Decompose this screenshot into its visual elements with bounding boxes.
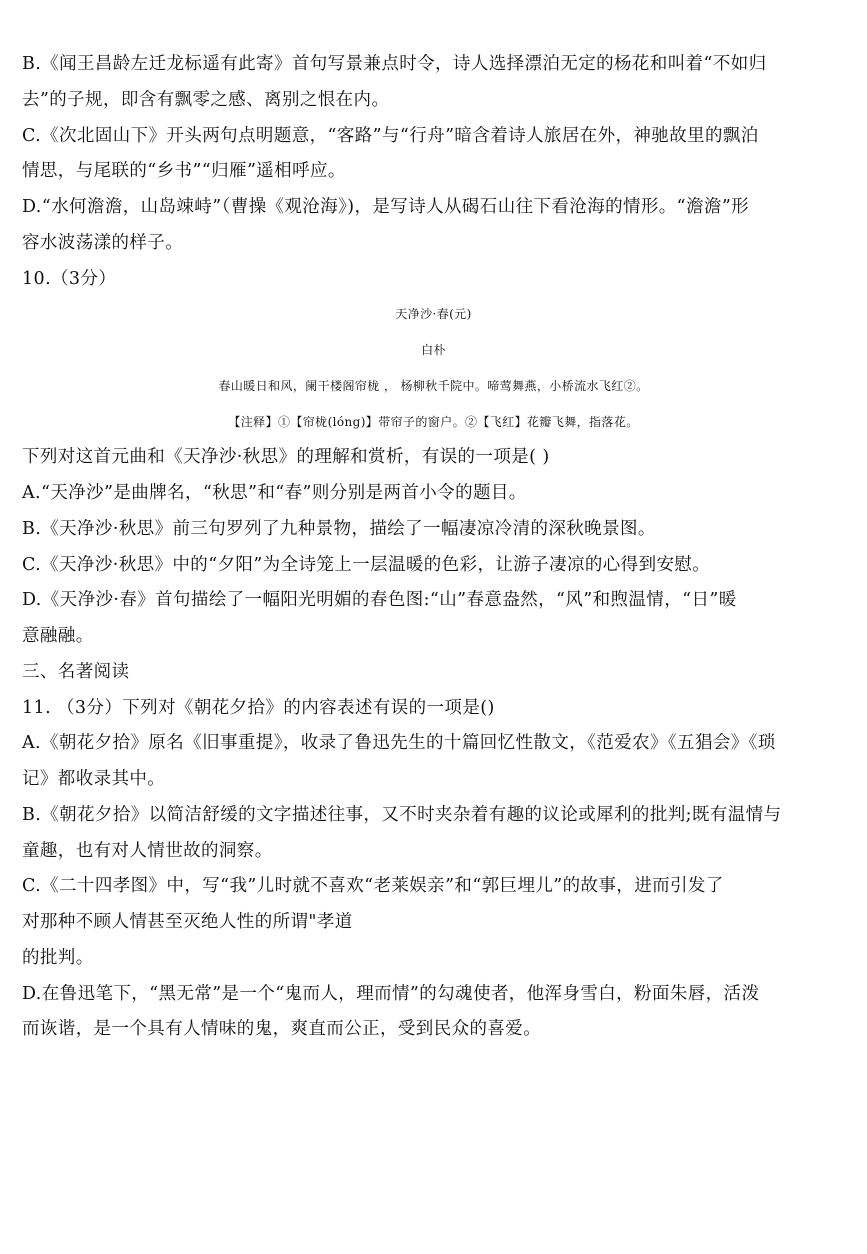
option-c-line-1: C.《次北固山下》开头两句点明题意，“客路”与“行舟”暗含着诗人旅居在外，神驰故里的飘泊 xyxy=(22,126,759,146)
q11-option-a-line-1: A.《朝花夕拾》原名《旧事重提》，收录了鲁迅先生的十篇回忆性散文，《范爱农》《五猖会》《琐 xyxy=(22,733,776,753)
q10-option-c: C.《天净沙·秋思》中的“夕阳”为全诗笼上一层温暖的色彩，让游子凄凉的心得到安慰。 xyxy=(22,555,711,575)
question-10-heading: 10.（3分） xyxy=(22,269,117,289)
option-d-line-2: 容水波荡漾的样子。 xyxy=(22,233,184,253)
question-10-stem: 下列对这首元曲和《天净沙·秋思》的理解和赏析，有误的一项是( ) xyxy=(22,447,550,467)
q10-option-b: B.《天净沙·秋思》前三句罗列了九种景物，描绘了一幅凄凉冷清的深秋晚景图。 xyxy=(22,519,656,539)
q11-option-c-line-3: 的批判。 xyxy=(22,948,94,968)
q11-option-d-line-2: 而诙谐，是一个具有人情味的鬼，爽直而公正，受到民众的喜爱。 xyxy=(22,1019,542,1039)
poem-title: 天净沙·春(元) xyxy=(395,307,472,321)
q10-option-d-line-2: 意融融。 xyxy=(22,626,94,646)
q11-option-a-line-2: 记》都收录其中。 xyxy=(22,769,166,789)
q11-option-b-line-2: 童趣，也有对人情世故的洞察。 xyxy=(22,841,273,861)
option-b-line-2: 去”的子规，即含有飘零之感、离别之恨在内。 xyxy=(22,90,390,110)
section-3-heading: 三、名著阅读 xyxy=(22,662,130,682)
option-d-line-1: D.“水何澹澹，山岛竦峙”（曹操《观沧海》)，是写诗人从碣石山往下看沧海的情形。“澹澹”形 xyxy=(22,197,750,217)
option-c-line-2: 情思，与尾联的“乡书”“归雁”遥相呼应。 xyxy=(22,161,346,181)
q10-option-a: A.“天净沙”是曲牌名，“秋思”和“春”则分别是两首小令的题目。 xyxy=(22,483,527,503)
q11-option-c-line-2: 对那种不顾人情甚至灭绝人性的所谓"孝道 xyxy=(22,912,353,932)
option-b-line-1: B.《闻王昌龄左迁龙标遥有此寄》首句写景兼点时令，诗人选择漂泊无定的杨花和叫着“不如归 xyxy=(22,54,767,74)
poem-text: 春山暖日和风，阑干楼阁帘栊 ， 杨柳秋千院中。啼莺舞燕，小桥流水飞红②。 xyxy=(218,379,649,393)
q11-option-b-line-1: B.《朝花夕拾》以简洁舒缓的文字描述往事，又不时夹杂着有趣的议论或犀利的批判;既有温情与 xyxy=(22,805,782,825)
poem-notes: 【注释】①【帘栊(lóng)】带帘子的窗户。②【飞红】花瓣飞舞，指落花。 xyxy=(228,415,639,429)
q11-option-c-line-1: C.《二十四孝图》中，写“我”儿时就不喜欢“老莱娱亲”和“郭巨埋儿”的故事，进而引发了 xyxy=(22,876,724,896)
q11-option-d-line-1: D.在鲁迅笔下，“黑无常”是一个“鬼而人，理而情”的勾魂使者，他浑身雪白，粉面朱唇，活泼 xyxy=(22,984,760,1004)
q10-option-d-line-1: D.《天净沙·春》首句描绘了一幅阳光明媚的春色图:“山”春意盎然，“风”和煦温情，“日”暖 xyxy=(22,590,737,610)
poem-author: 白朴 xyxy=(421,343,446,357)
question-11-stem: 11. （3分）下列对《朝花夕拾》的内容表述有误的一项是() xyxy=(22,698,495,718)
